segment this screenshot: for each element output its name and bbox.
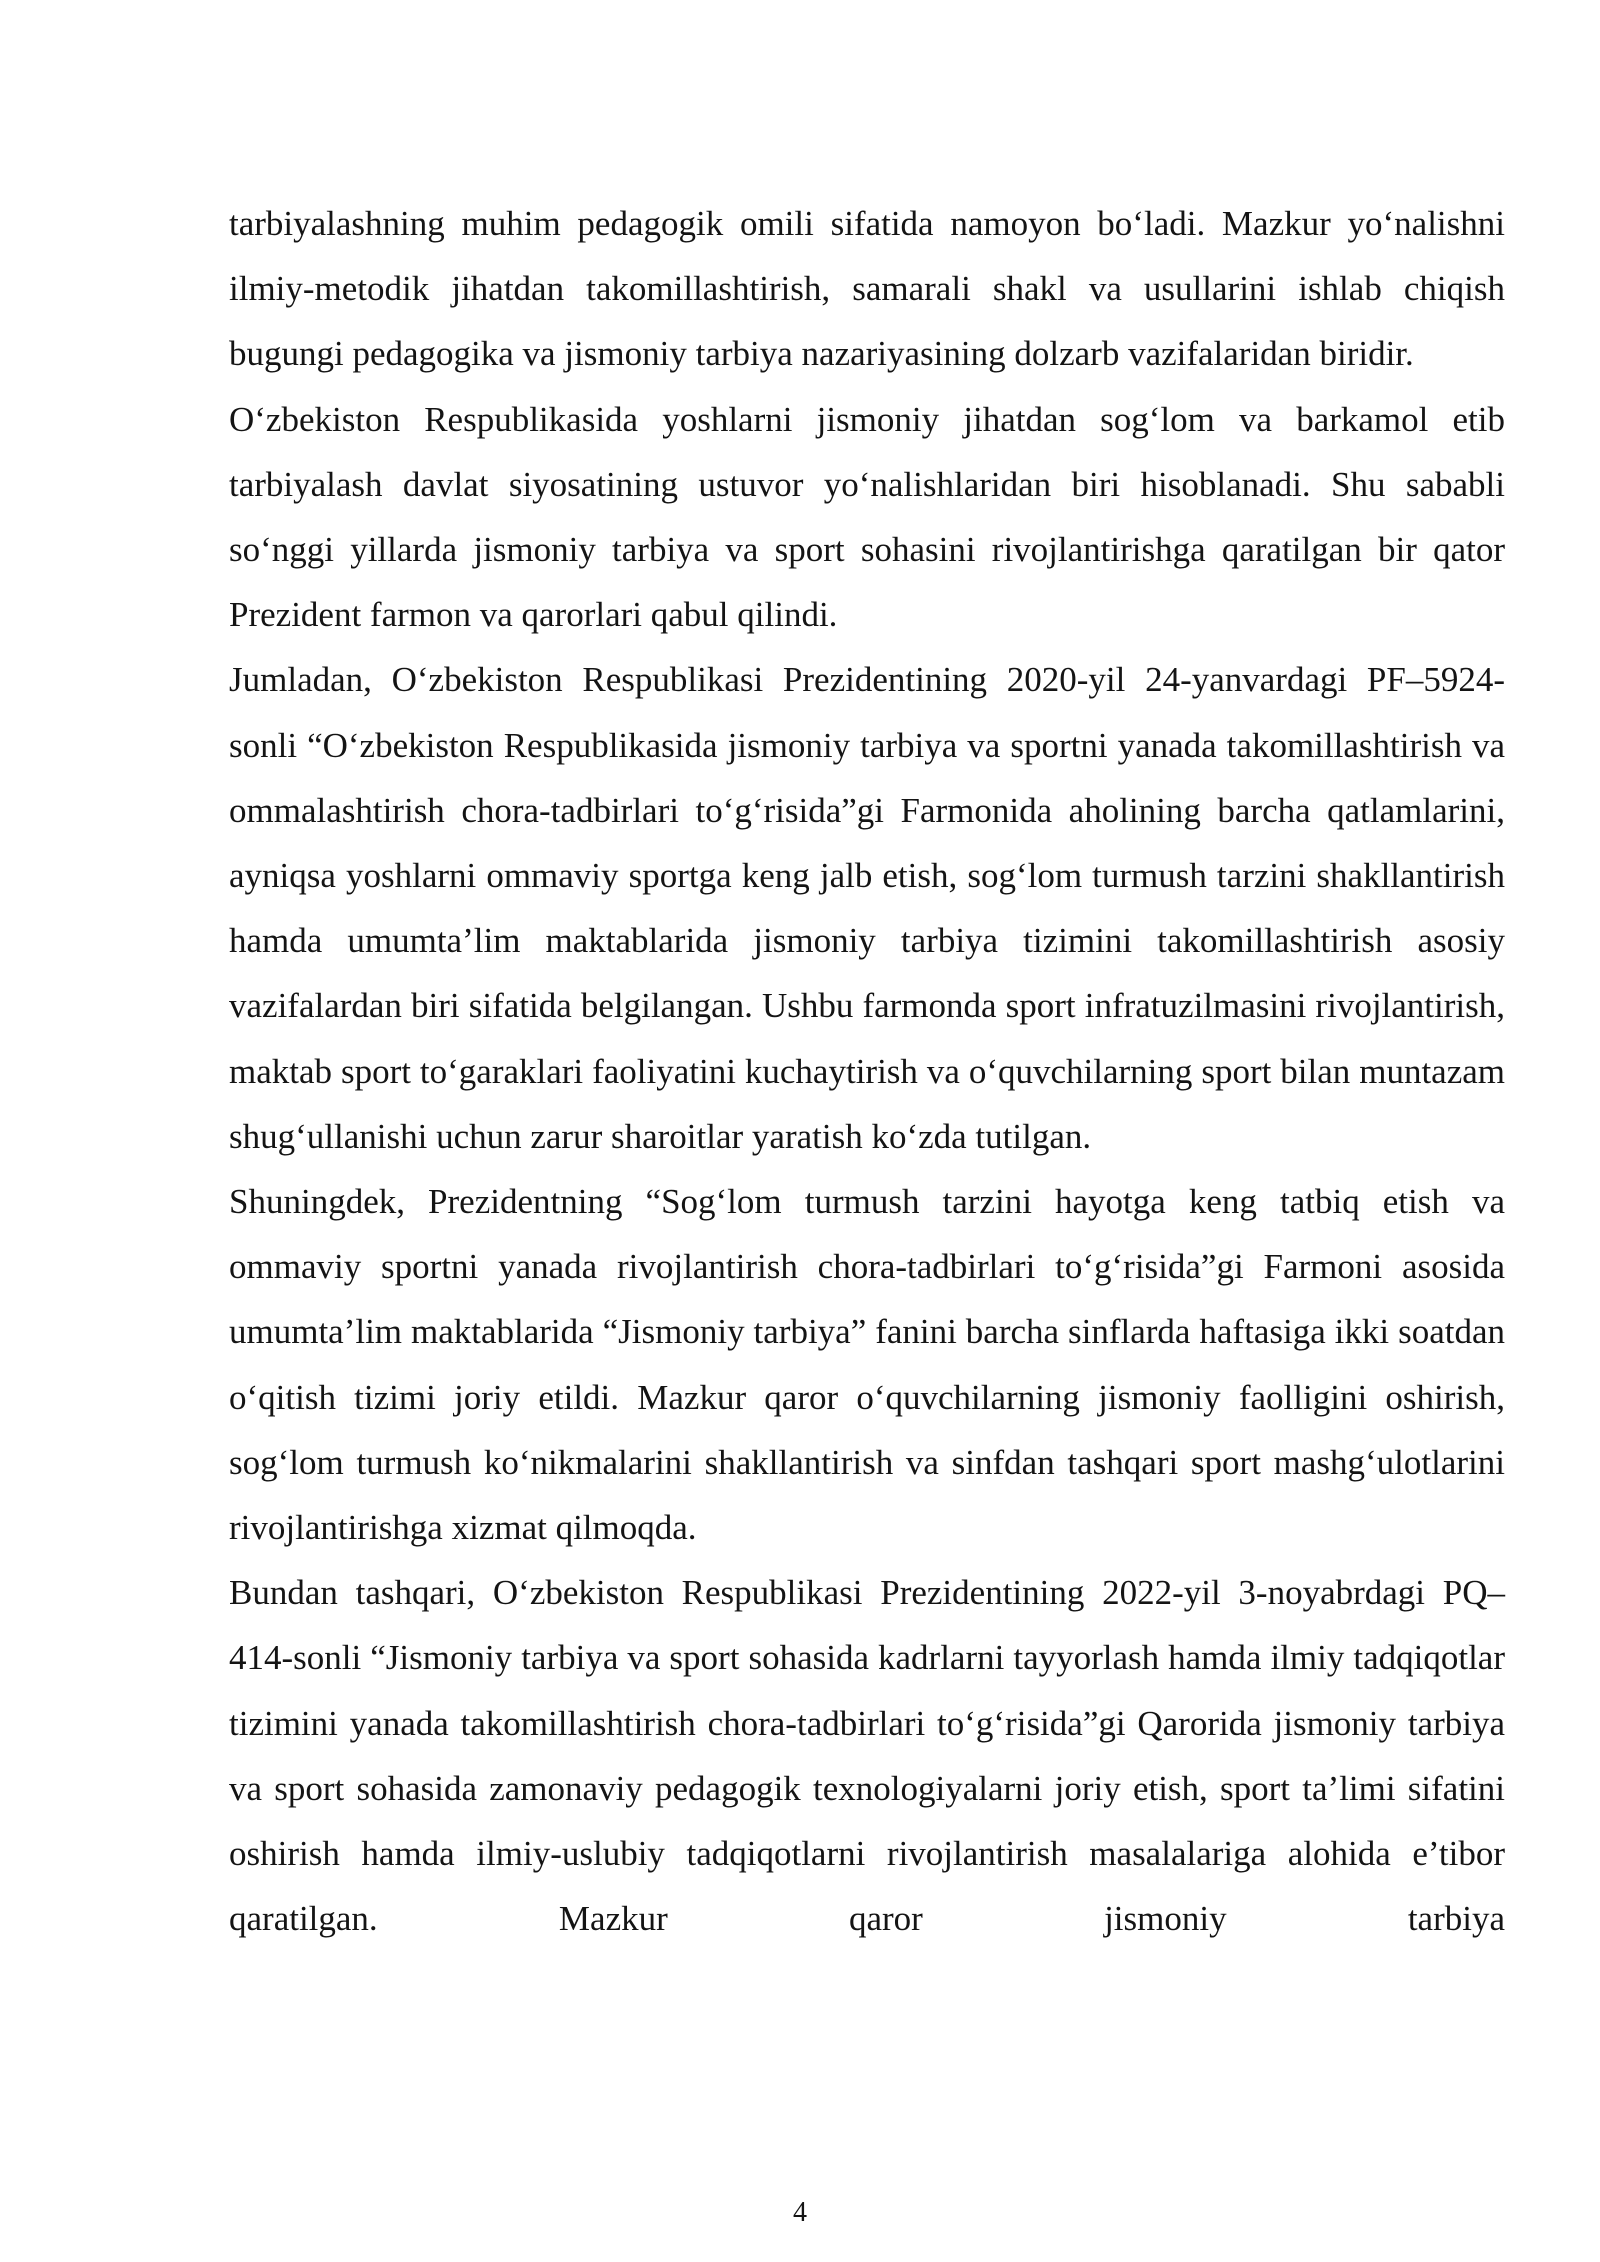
paragraph-2: O‘zbekiston Respublikasida yoshlarni jismoniy jihatdan sog‘lom va barkamol etib tarbiyalash davlat siyosatining ustuvor yo‘nalishlaridan biri hisoblanadi. Shu sababli so‘nggi yillarda jismoniy tarbiya va sport sohasini rivojlantirishga qaratilgan bir qator Prezident farmon va qarorlari qabul qilindi. xyxy=(229,399,1505,635)
page-number: 4 xyxy=(793,2197,807,2228)
paragraph-1: tarbiyalashning muhim pedagogik omili sifatida namoyon bo‘ladi. Mazkur yo‘nalishni ilmiy-metodik jihatdan takomillashtirish, samarali shakl va usullarini ishlab chiqish bugungi pedagogika va jismoniy tarbiya nazariyasining dolzarb vazifalaridan biridir. xyxy=(229,204,1505,374)
paragraph-5: Bundan tashqari, O‘zbekiston Respublikasi Prezidentining 2022-yil 3-noyabrdagi PQ–414-sonli “Jismoniy tarbiya va sport sohasida kadrlarni tayyorlash hamda ilmiy tadqiqotlar tizimini yanada takomillashtirish chora-tadbirlari to‘g‘risida”gi Qarorida jismoniy tarbiya va sport sohasida zamonaviy pedagogik texnologiyalarni joriy etish, sport ta’limi sifatini oshirish hamda ilmiy-uslubiy tadqiqotlarni rivojlantirish masalalariga alohida e’tibor qaratilgan. Mazkur qaror jismoniy tarbiya xyxy=(229,1573,1505,1939)
paragraph-4: Shuningdek, Prezidentning “Sog‘lom turmush tarzini hayotga keng tatbiq etish va ommaviy sportni yanada rivojlantirish chora-tadbirlari to‘g‘risida”gi Farmoni asosida umumta’lim maktablarida “Jismoniy tarbiya” fanini barcha sinflarda haftasiga ikki soatdan o‘qitish tizimi joriy etildi. Mazkur qaror o‘quvchilarning jismoniy faolligini oshirish, sog‘lom turmush ko‘nikmalarini shakllantirish va sinfdan tashqari sport mashg‘ulotlarini rivojlantirishga xizmat qilmoqda. xyxy=(229,1182,1505,1548)
paragraph-3: Jumladan, O‘zbekiston Respublikasi Prezidentining 2020-yil 24-yanvardagi PF–5924-sonli “O‘zbekiston Respublikasida jismoniy tarbiya va sportni yanada takomillashtirish va ommalashtirish chora-tadbirlari to‘g‘risida”gi Farmonida aholining barcha qatlamlarini, ayniqsa yoshlarni ommaviy sportga keng jalb etish, sog‘lom turmush tarzini shakllantirish hamda umumta’lim maktablarida jismoniy tarbiya tizimini takomillashtirish asosiy vazifalardan biri sifatida belgilangan. Ushbu farmonda sport infratuzilmasini rivojlantirish, maktab sport to‘garaklari faoliyatini kuchaytirish va o‘quvchilarning sport bilan muntazam shug‘ullanishi uchun zarur sharoitlar yaratish ko‘zda tutilgan. xyxy=(229,660,1505,1156)
body-text xyxy=(229,191,1505,1951)
